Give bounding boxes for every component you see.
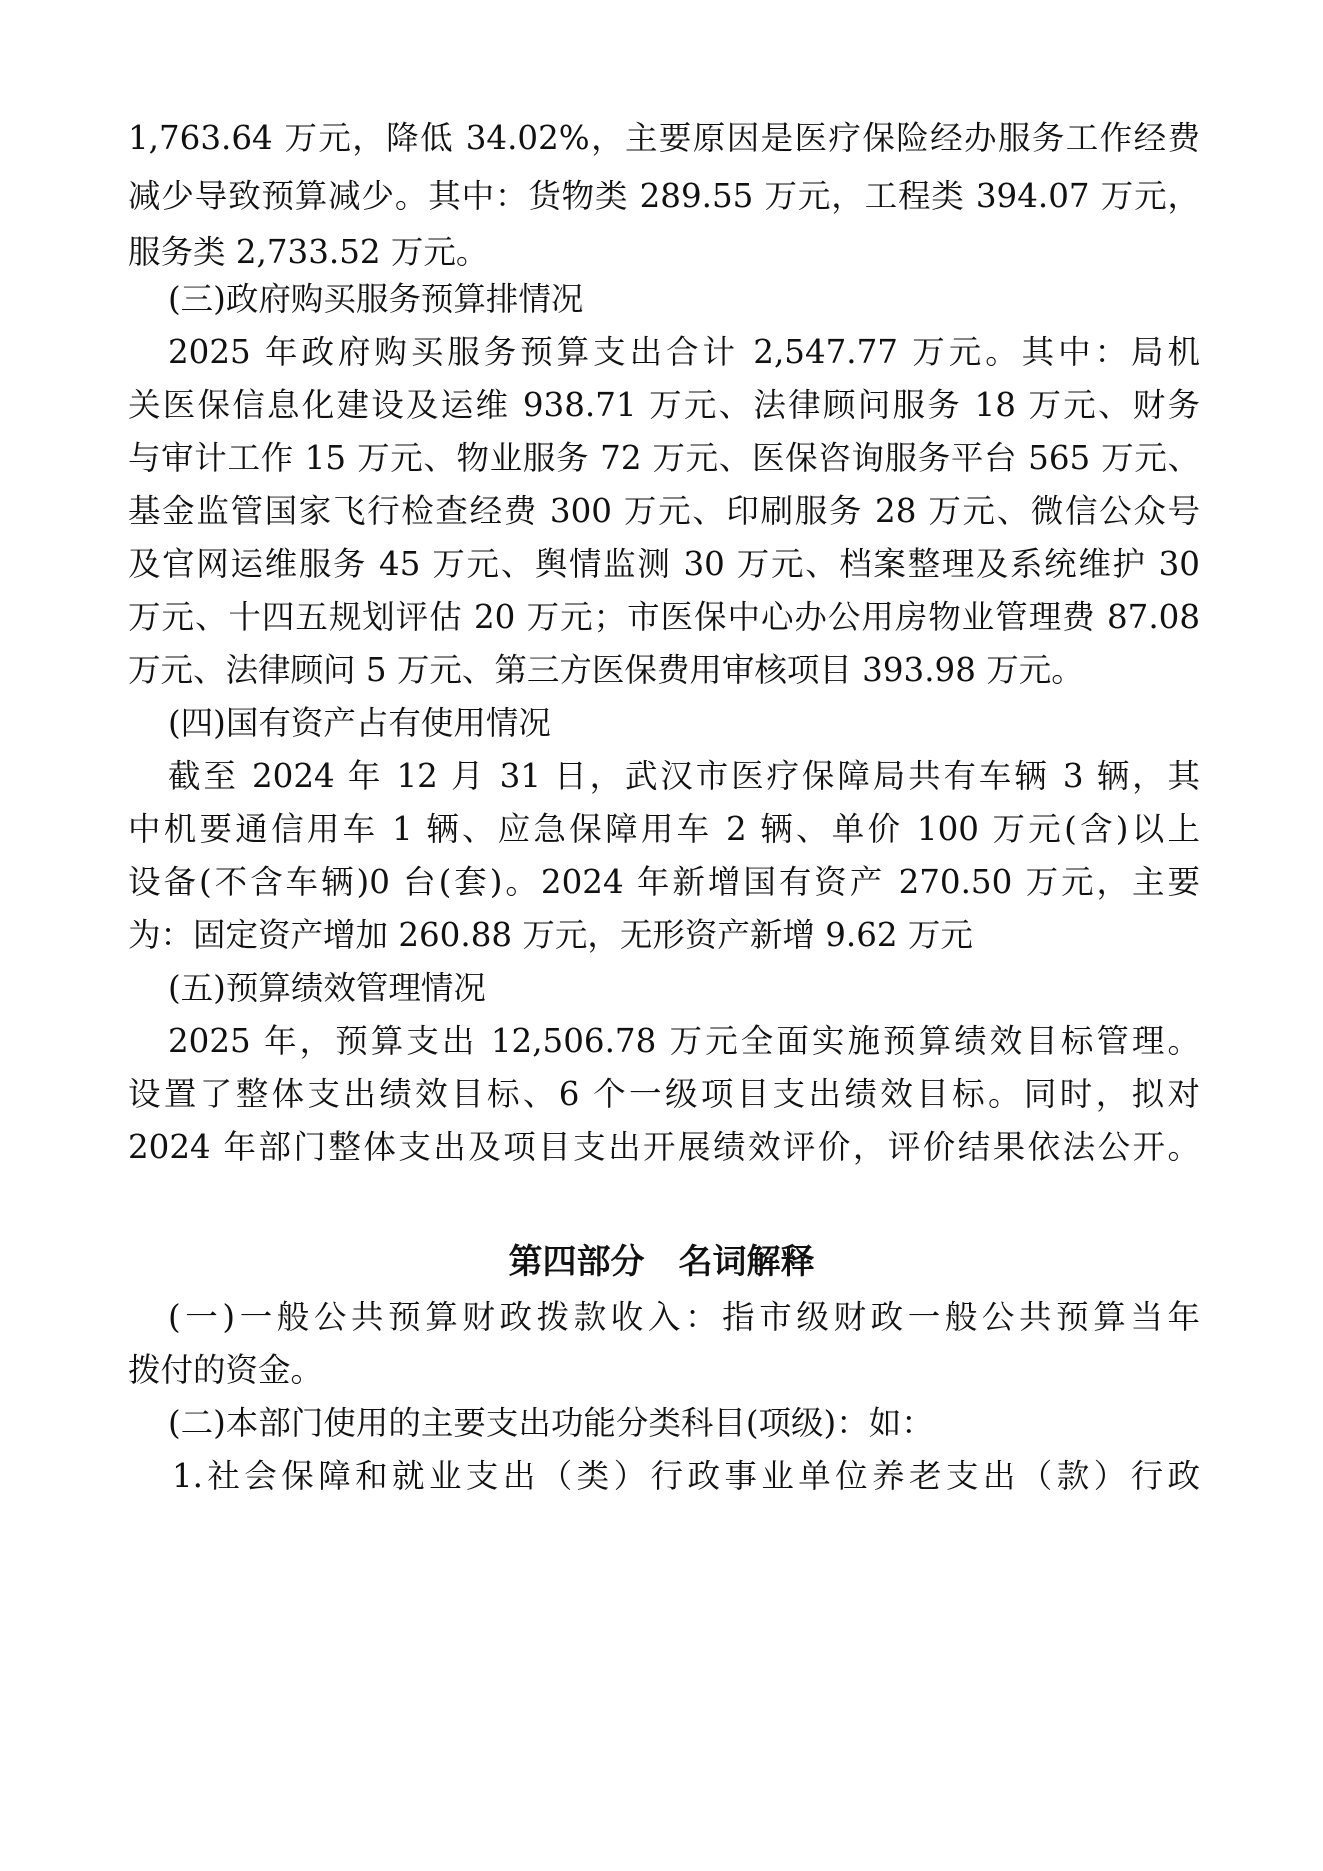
paragraph-line: 拨付的资金。 <box>128 1351 324 1389</box>
paragraph-line: (一)一般公共预算财政拨款收入：指市级财政一般公共预算当年 <box>168 1298 1200 1336</box>
paragraph-line: 设置了整体支出绩效目标、6 个一级项目支出绩效目标。同时，拟对 <box>128 1075 1200 1113</box>
paragraph-line: 与审计工作 15 万元、物业服务 72 万元、医保咨询服务平台 565 万元、 <box>128 439 1200 477</box>
paragraph-line: 关医保信息化建设及运维 938.71 万元、法律顾问服务 18 万元、财务 <box>128 386 1200 424</box>
subsection-heading-4: (四)国有资产占有使用情况 <box>168 704 551 742</box>
paragraph-line: (二)本部门使用的主要支出功能分类科目(项级)：如： <box>168 1404 934 1442</box>
paragraph-line: 及官网运维服务 45 万元、舆情监测 30 万元、档案整理及系统维护 30 <box>128 545 1200 583</box>
subsection-heading-3: (三)政府购买服务预算排情况 <box>168 280 584 318</box>
paragraph-line: 万元、十四五规划评估 20 万元；市医保中心办公用房物业管理费 87.08 <box>128 598 1200 636</box>
paragraph-line: 设备(不含车辆)0 台(套)。2024 年新增国有资产 270.50 万元，主要 <box>128 863 1200 901</box>
paragraph-line: 2025 年，预算支出 12,506.78 万元全面实施预算绩效目标管理。 <box>168 1022 1200 1060</box>
paragraph-line: 截至 2024 年 12 月 31 日，武汉市医疗保障局共有车辆 3 辆，其 <box>168 757 1200 795</box>
section-heading: 第四部分 名词解释 <box>508 1242 815 1282</box>
paragraph-line: 减少导致预算减少。其中：货物类 289.55 万元，工程类 394.07 万元， <box>128 177 1200 215</box>
paragraph-line: 中机要通信用车 1 辆、应急保障用车 2 辆、单价 100 万元(含)以上 <box>128 810 1200 848</box>
paragraph-line: 1.社会保障和就业支出（类）行政事业单位养老支出（款）行政 <box>172 1457 1200 1495</box>
paragraph-line: 2025 年政府购买服务预算支出合计 2,547.77 万元。其中：局机 <box>168 333 1200 371</box>
subsection-heading-5: (五)预算绩效管理情况 <box>168 969 486 1007</box>
paragraph-line: 基金监管国家飞行检查经费 300 万元、印刷服务 28 万元、微信公众号 <box>128 492 1200 530</box>
paragraph-line: 2024 年部门整体支出及项目支出开展绩效评价，评价结果依法公开。 <box>128 1128 1200 1166</box>
paragraph-line: 1,763.64 万元，降低 34.02%，主要原因是医疗保险经办服务工作经费 <box>128 119 1200 157</box>
paragraph-line: 万元、法律顾问 5 万元、第三方医保费用审核项目 393.98 万元。 <box>128 651 1084 689</box>
paragraph-line: 为：固定资产增加 260.88 万元，无形资产新增 9.62 万元 <box>128 916 973 954</box>
paragraph-line: 服务类 2,733.52 万元。 <box>128 233 489 271</box>
